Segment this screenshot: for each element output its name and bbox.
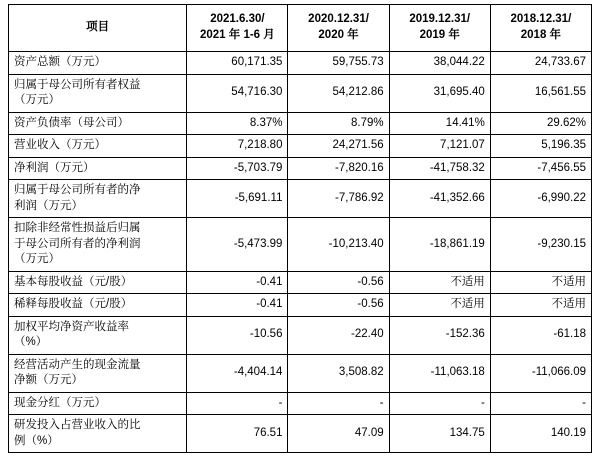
table-cell-value: 不适用 [389, 294, 490, 317]
table-cell-value: 5,196.35 [490, 135, 591, 158]
table-row [9, 157, 592, 180]
table-cell-value: -5,473.99 [187, 218, 288, 272]
row-label: 营业收入（万元） [9, 135, 187, 158]
table-cell-value: 24,271.56 [288, 135, 389, 158]
table-cell-value: 54,716.30 [187, 74, 288, 112]
table-cell-value: -0.41 [187, 294, 288, 317]
table-cell-value: 3,508.82 [288, 354, 389, 392]
row-label: 现金分红（万元） [9, 392, 187, 415]
table-cell-value: -7,786.92 [288, 180, 389, 218]
table-cell-value: 140.19 [490, 415, 591, 453]
table-cell-value: 60,171.35 [187, 52, 288, 75]
column-header-period-2021h1 [187, 5, 288, 52]
table-cell-value: 134.75 [389, 415, 490, 453]
table-cell-value: -41,352.66 [389, 180, 490, 218]
column-header-period-2019-line1: 2019.12.31/ [409, 13, 471, 26]
table-cell-value: 7,218.80 [187, 135, 288, 158]
table-row [9, 135, 592, 158]
table-row [9, 74, 592, 112]
row-label: 扣除非经常性损益后归属 于母公司所有者的净利润 （万元） [9, 218, 187, 272]
table-header [9, 5, 592, 52]
table-cell-value: -10,213.40 [288, 218, 389, 272]
table-cell-value: 29.62% [490, 112, 591, 135]
table-cell-value: -0.56 [288, 271, 389, 294]
row-label: 资产负债率（母公司） [9, 112, 187, 135]
row-label: 研发投入占营业收入的比 例（%） [9, 415, 187, 453]
table-row [9, 218, 592, 272]
table-cell-value: -7,820.16 [288, 157, 389, 180]
row-label: 稀释每股收益（元/股） [9, 294, 187, 317]
table-cell-value: -7,456.55 [490, 157, 591, 180]
table-cell-value: -0.41 [187, 271, 288, 294]
table-cell-value: -6,990.22 [490, 180, 591, 218]
row-label: 经营活动产生的现金流量 净额（万元） [9, 354, 187, 392]
table-cell-value: 8.37% [187, 112, 288, 135]
table-cell-value: -4,404.14 [187, 354, 288, 392]
table-cell-value: 54,212.86 [288, 74, 389, 112]
table-cell-value: 不适用 [490, 271, 591, 294]
table-row [9, 316, 592, 354]
table-row [9, 392, 592, 415]
table-header-row [9, 5, 592, 52]
table-cell-value: 7,121.07 [389, 135, 490, 158]
column-header-period-2020-line2: 2020 年 [318, 29, 359, 41]
column-header-period-2021h1-line1: 2021.6.30/ [210, 13, 265, 26]
table-row [9, 112, 592, 135]
table-cell-value: -11,066.09 [490, 354, 591, 392]
table-cell-value: 不适用 [389, 271, 490, 294]
table-cell-value: 16,561.55 [490, 74, 591, 112]
table-cell-value: 76.51 [187, 415, 288, 453]
row-label: 加权平均净资产收益率 （%） [9, 316, 187, 354]
table-cell-value: -11,063.18 [389, 354, 490, 392]
table-row [9, 180, 592, 218]
table-cell-value: -41,758.32 [389, 157, 490, 180]
table-cell-value: 14.41% [389, 112, 490, 135]
column-header-period-2020-line1: 2020.12.31/ [308, 13, 369, 26]
table-cell-value: -152.36 [389, 316, 490, 354]
column-header-period-2018-line2: 2018 年 [520, 29, 562, 41]
table-cell-value: - [187, 392, 288, 415]
table-cell-value: 8.79% [288, 112, 389, 135]
table-cell-value: -9,230.15 [490, 218, 591, 272]
column-header-period-2018 [490, 5, 591, 52]
table-body [9, 52, 592, 453]
table-cell-value: - [389, 392, 490, 415]
table-cell-value: -18,861.19 [389, 218, 490, 272]
column-header-period-2020 [288, 5, 389, 52]
table-cell-value: - [288, 392, 389, 415]
row-label: 归属于母公司所有者的净 利润（万元） [9, 180, 187, 218]
table-row [9, 271, 592, 294]
table-row [9, 415, 592, 453]
table-cell-value: 38,044.22 [389, 52, 490, 75]
row-label: 净利润（万元） [9, 157, 187, 180]
column-header-item-line1: 项目 [86, 21, 110, 34]
column-header-period-2021h1-line2: 2021 年 1-6 月 [199, 29, 275, 41]
row-label: 归属于母公司所有者权益 （万元） [9, 74, 187, 112]
column-header-item [9, 5, 187, 52]
column-header-period-2019 [389, 5, 490, 52]
column-header-period-2019-line2: 2019 年 [419, 29, 460, 41]
table-cell-value: -10.56 [187, 316, 288, 354]
table-row [9, 294, 592, 317]
table-cell-value: - [490, 392, 591, 415]
table-cell-value: 31,695.40 [389, 74, 490, 112]
table-row [9, 354, 592, 392]
column-header-period-2018-line1: 2018.12.31/ [510, 13, 572, 26]
row-label: 基本每股收益（元/股） [9, 271, 187, 294]
table-cell-value: 59,755.73 [288, 52, 389, 75]
table-cell-value: -61.18 [490, 316, 591, 354]
table-cell-value: -22.40 [288, 316, 389, 354]
table-cell-value: -5,703.79 [187, 157, 288, 180]
table-cell-value: -5,691.11 [187, 180, 288, 218]
table-cell-value: 不适用 [490, 294, 591, 317]
table-cell-value: 24,733.67 [490, 52, 591, 75]
row-label: 资产总额（万元） [9, 52, 187, 75]
table-cell-value: -0.56 [288, 294, 389, 317]
table-cell-value: 47.09 [288, 415, 389, 453]
financial-summary-table [8, 4, 592, 453]
table-row [9, 52, 592, 75]
